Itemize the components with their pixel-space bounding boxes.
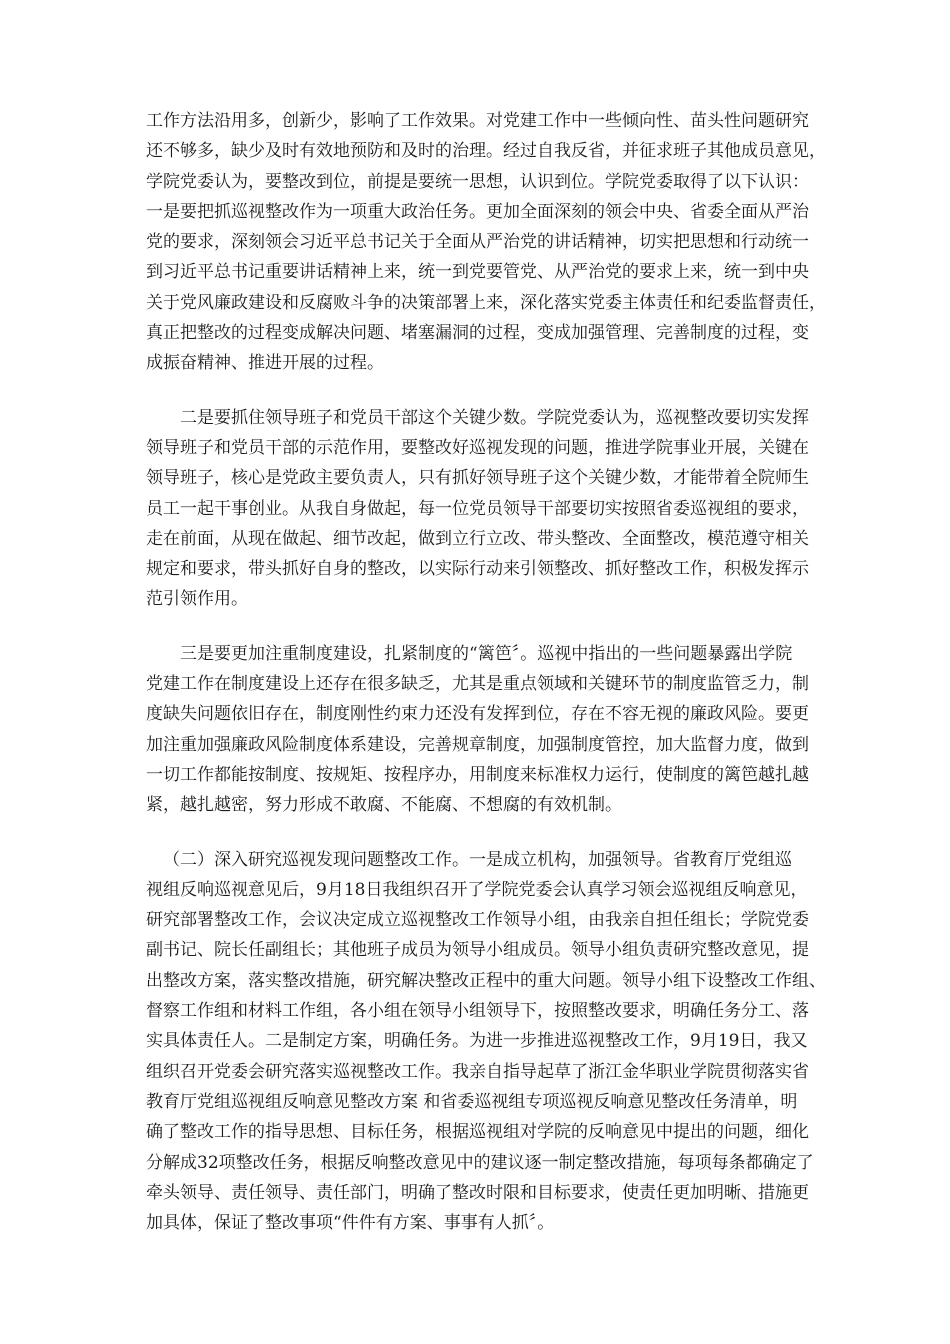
text-line: 走在前面，从现在做起、细节改起，做到立行立改、带头整改、全面整改，模范遵守相关 [146,528,809,549]
text-line: 加注重加强廉政风险制度体系建设，完善规章制度，加强制度管控，加大监督力度，做到 [146,734,809,755]
text-line: 规定和要求，带头抓好自身的整改，以实际行动来引领整改、抓好整改工作，积极发挥示 [146,559,809,580]
text-line: 学院党委认为，要整改到位，前提是要统一思想，认识到位。学院党委取得了以下认识： [146,171,809,192]
text-line: 组织召开党委会研究落实巡视整改工作。我亲自指导起草了浙江金华职业学院贯彻落实省 [146,1061,809,1082]
text-line: 实具体责任人。二是制定方案，明确任务。为进一步推进巡视整改工作，9月19日，我又 [146,1031,808,1052]
text-line: （二）深入研究巡视发现问题整改工作。一是成立机构，加强领导。省教育厅党组巡 [163,849,792,870]
text-line: 还不够多，缺少及时有效地预防和及时的治理。经过自我反省，并征求班子其他成员意见， [146,141,826,162]
text-line: 一是要把抓巡视整改作为一项重大政治任务。更加全面深刻的领会中央、省委全面从严治 [146,201,809,222]
text-line: 一切工作都能按制度、按规矩、按程序办，用制度来标准权力运行，使制度的篱笆越扎越 [146,764,809,785]
text-line: 加具体，保证了整改事项“件件有方案、事事有人抓〞。 [146,1213,555,1234]
text-line: 紧，越扎越密，努力形成不敢腐、不能腐、不想腐的有效机制。 [146,795,622,816]
text-line: 工作方法沿用多，创新少，影响了工作效果。对党建工作中一些倾向性、苗头性问题研究 [146,111,809,131]
text-line: 视组反响巡视意见后，9月18日我组织召开了学院党委会认真学习领会巡视组反响意见， [146,879,808,900]
text-line: 分解成32项整改任务，根据反响整改意见中的建议逐一制定整改措施，每项每条都确定了 [146,1152,814,1173]
text-line: 副书记、院长任副组长；其他班子成员为领导小组成员。领导小组负责研究整改意见，提 [146,940,809,961]
text-line: 党建工作在制度建设上还存在很多缺乏，尤其是重点领域和关键环节的制度监管乏力，制 [146,674,809,695]
text-line: 员工一起干事创业。从我自身做起，每一位党员领导干部要切实按照省委巡视组的要求， [146,498,809,519]
text-line: 范引领作用。 [146,589,248,610]
text-line: 督察工作组和材料工作组，各小组在领导小组领导下，按照整改要求，明确任务分工、落 [146,1001,809,1022]
text-line: 牵头领导、责任领导、责任部门，明确了整改时限和目标要求，使责任更加明晰、措施更 [146,1182,809,1203]
text-line: 党的要求，深刻领会习近平总书记关于全面从严治党的讲话精神，切实把思想和行动统一 [146,232,809,253]
paragraph-1 [146,106,826,379]
paragraph-4 [146,845,826,1239]
text-line: 三是要更加注重制度建设，扎紧制度的“篱笆〞。巡视中指出的一些问题暴露出学院 [180,643,793,664]
text-line: 研究部署整改工作，会议决定成立巡视整改工作领导小组，由我亲自担任组长；学院党委 [146,910,809,931]
text-line: 领导班子和党员干部的示范作用，要整改好巡视发现的问题，推进学院事业开展，关键在 [146,437,809,458]
text-line: 教育厅党组巡视组反响意见整改方案 和省委巡视组专项巡视反响意见整改任务清单，明 [146,1091,798,1112]
document-page [146,106,826,1262]
text-line: 出整改方案，落实整改措施，研究解决整改正程中的重大问题。领导小组下设整改工作组、 [146,970,826,991]
text-line: 成振奋精神、推进开展的过程。 [146,353,384,374]
text-line: 关于党风廉政建设和反腐败斗争的决策部署上来，深化落实党委主体责任和纪委监督责任， [146,292,826,313]
text-line: 领导班子，核心是党政主要负责人，只有抓好领导班子这个关键少数，才能带着全院师生 [146,468,809,489]
text-line: 真正把整改的过程变成解决问题、堵塞漏洞的过程，变成加强管理、完善制度的过程，变 [146,323,809,344]
paragraph-3 [146,639,810,821]
text-line: 确了整改工作的指导思想、目标任务，根据巡视组对学院的反响意见中提出的问题，细化 [146,1122,809,1143]
paragraph-2 [146,403,810,615]
text-line: 度缺失问题依旧存在，制度刚性约束力还没有发挥到位，存在不容无视的廉政风险。要更 [146,704,809,725]
text-line: 到习近平总书记重要讲话精神上来，统一到党要管党、从严治党的要求上来，统一到中央 [146,262,809,283]
text-line: 二是要抓住领导班子和党员干部这个关键少数。学院党委认为，巡视整改要切实发挥 [180,407,809,428]
